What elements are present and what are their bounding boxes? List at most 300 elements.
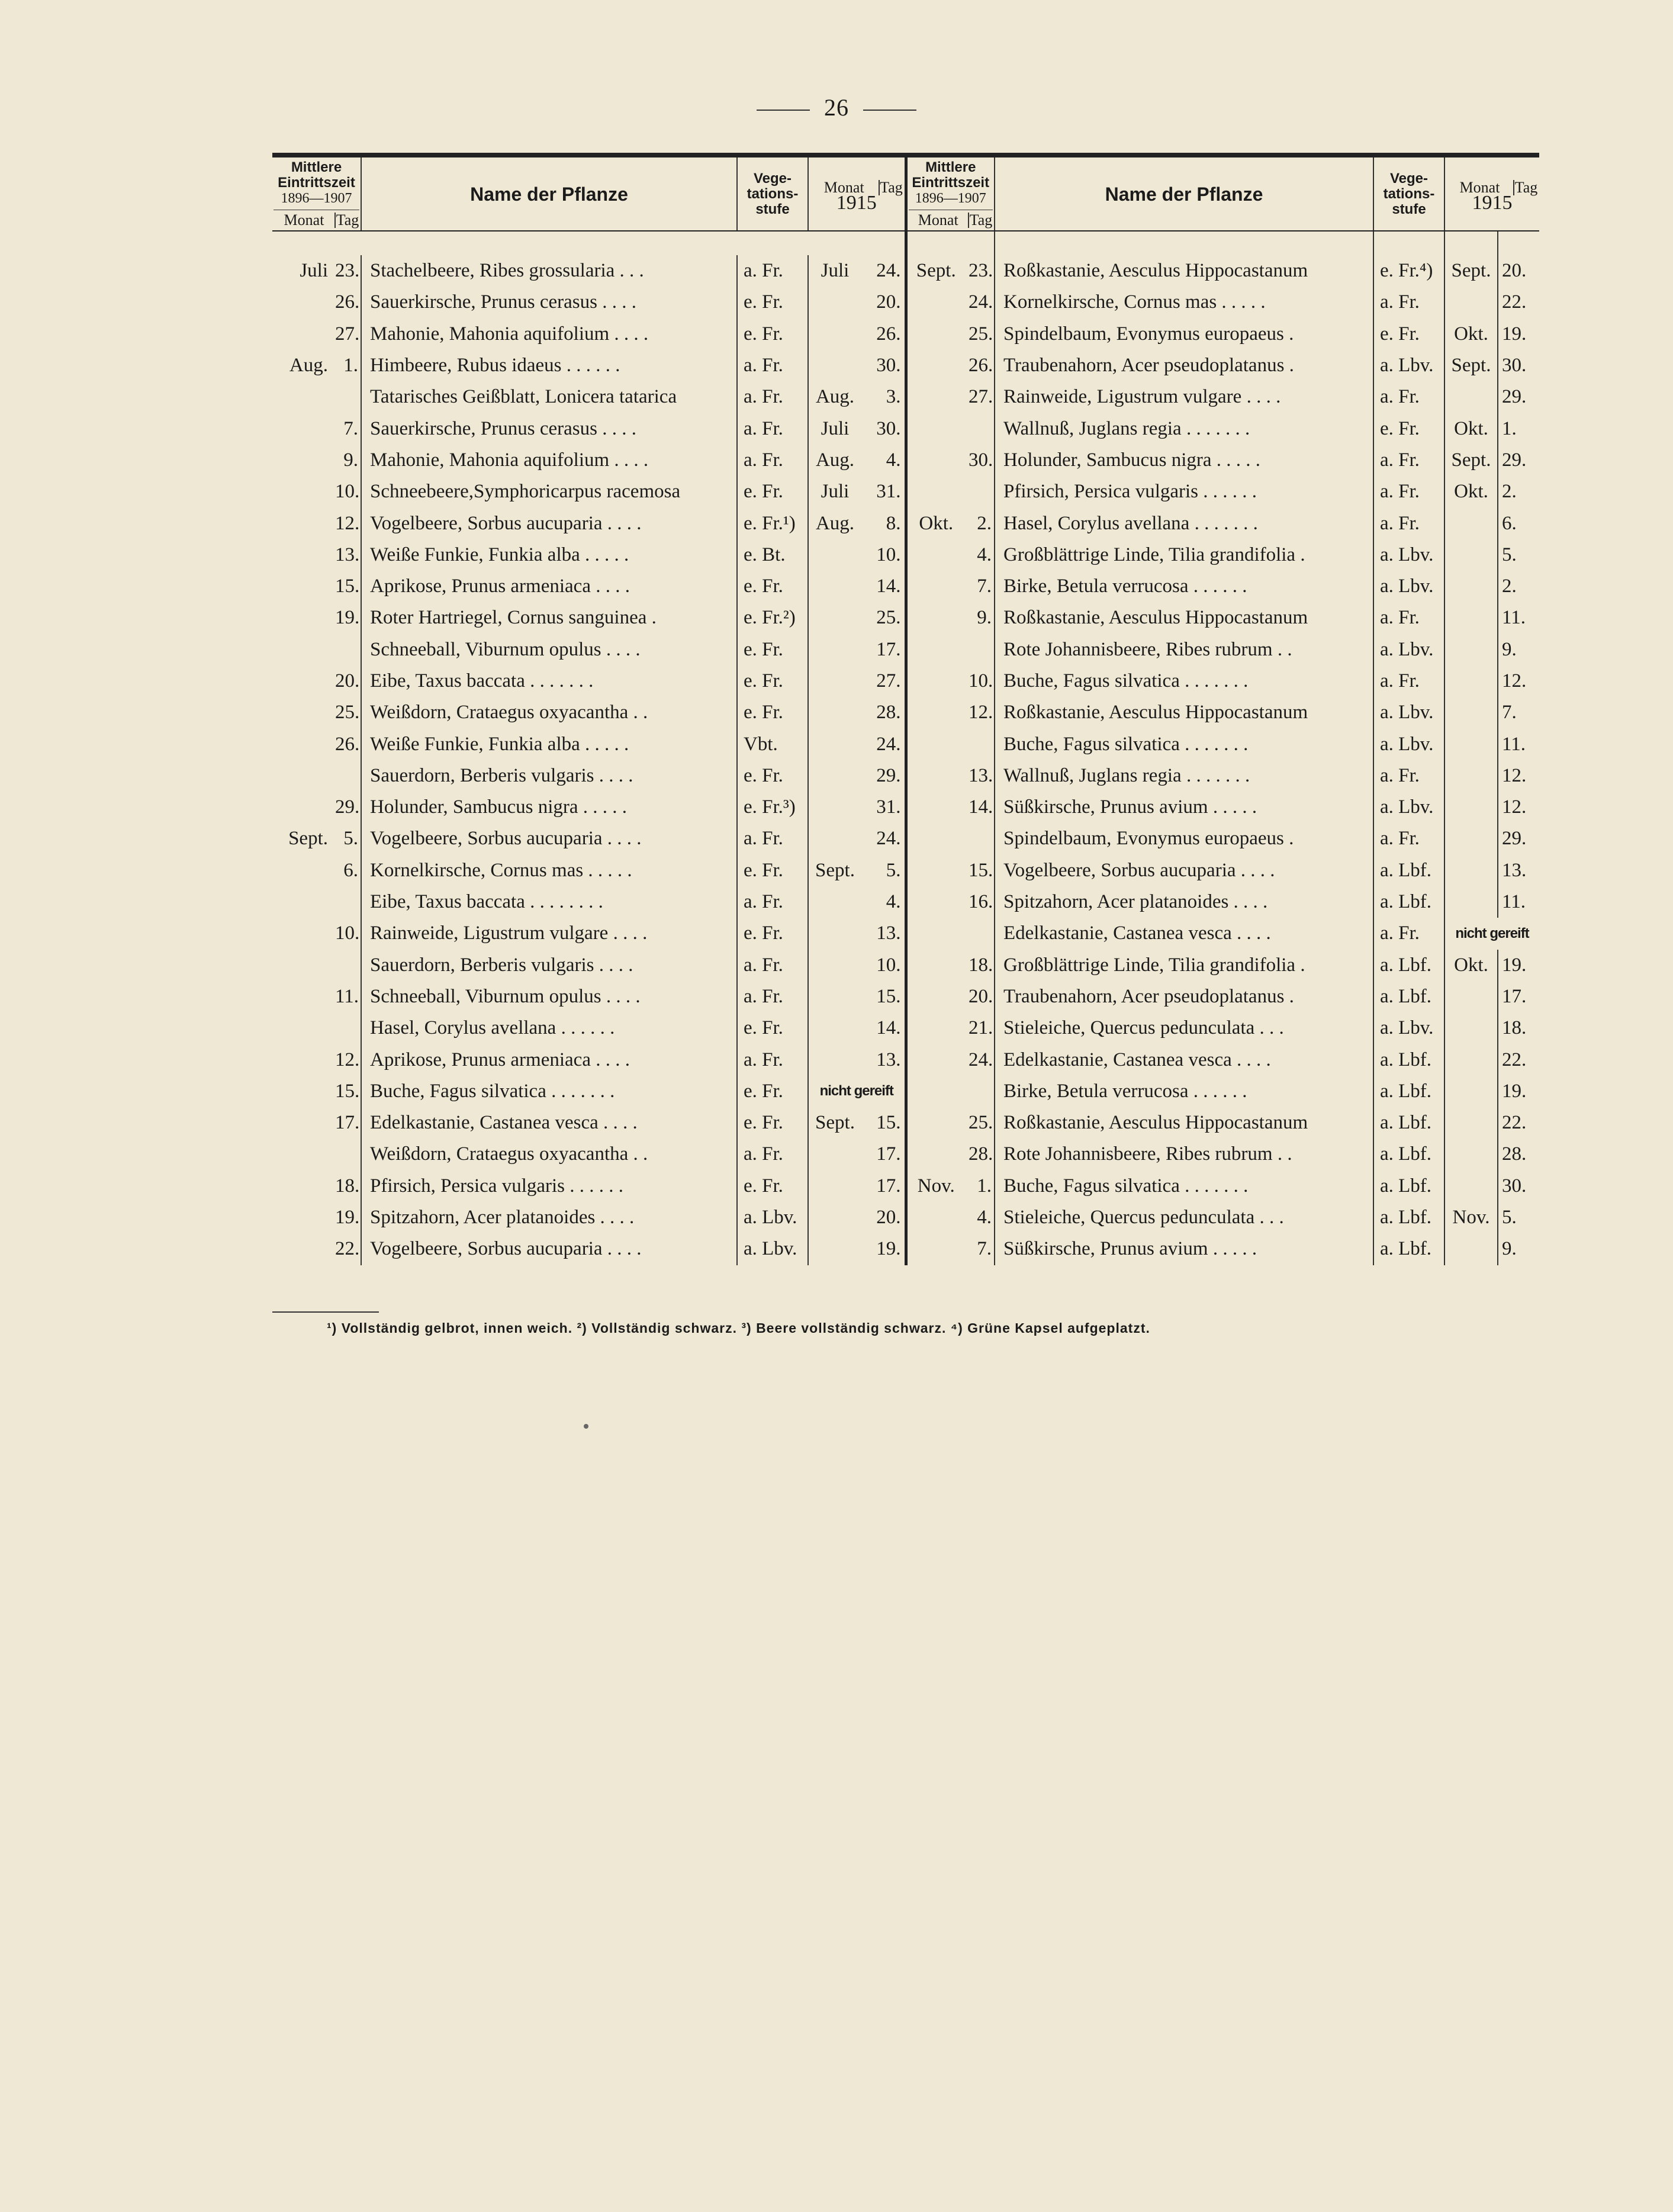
cell-rt2: 30. bbox=[1498, 350, 1539, 381]
cell-n1: Holunder, Sambucus nigra . . . . . bbox=[370, 796, 628, 818]
cell-rm2 bbox=[1444, 287, 1498, 318]
cell-rt1: 30. bbox=[861, 350, 906, 381]
header-tag-2: Tag bbox=[969, 211, 993, 229]
cell-m2 bbox=[906, 1107, 965, 1139]
cell-t1: 12. bbox=[332, 1044, 361, 1075]
cell-rm1 bbox=[808, 602, 861, 634]
cell-rt2: 17. bbox=[1498, 981, 1539, 1012]
cell-rt2: 9. bbox=[1498, 1233, 1539, 1265]
cell-rm2: Sept. bbox=[1444, 255, 1498, 287]
cell-rt2: 5. bbox=[1498, 539, 1539, 571]
cell-m2 bbox=[906, 602, 965, 634]
cell-v1: a. Fr. bbox=[737, 350, 808, 381]
cell-t1: 19. bbox=[332, 1202, 361, 1233]
cell-v2: a. Lbv. bbox=[1373, 697, 1444, 728]
cell-t2 bbox=[965, 728, 995, 760]
cell-rm2: Nov. bbox=[1444, 1202, 1498, 1233]
cell-n2: Großblättrige Linde, Tilia grandifolia . bbox=[1003, 544, 1305, 565]
cell-t2: 15. bbox=[965, 855, 995, 886]
header-veg-1-2: Vege- bbox=[1389, 170, 1429, 187]
cell-v2: a. Fr. bbox=[1373, 507, 1444, 539]
cell-n2: Großblättrige Linde, Tilia grandifolia . bbox=[1003, 954, 1305, 976]
cell-rt2: 1. bbox=[1498, 413, 1539, 444]
table-row bbox=[272, 886, 1539, 918]
cell-v2: a. Fr. bbox=[1373, 381, 1444, 413]
cell-rm2 bbox=[1444, 539, 1498, 571]
cell-m1 bbox=[272, 886, 332, 918]
cell-n1: Weißdorn, Crataegus oxyacantha . . bbox=[370, 702, 648, 724]
cell-v1: a. Fr. bbox=[737, 1044, 808, 1075]
cell-t1: 23. bbox=[332, 255, 361, 287]
header-date-1915 bbox=[808, 157, 906, 231]
cell-m2 bbox=[906, 981, 965, 1012]
page-number-text: 26 bbox=[824, 94, 849, 121]
cell-m2 bbox=[906, 634, 965, 665]
cell-m1 bbox=[272, 602, 332, 634]
cell-rm2 bbox=[1444, 1233, 1498, 1265]
cell-v2: e. Fr. bbox=[1373, 413, 1444, 444]
footnote: ¹) Vollständig gelbrot, innen weich. ²) Vollständig schwarz. ³) Beere vollständig schwarz. ⁴) Grüne Kapsel aufgeplatzt. bbox=[327, 1320, 1150, 1336]
cell-n1: Hasel, Corylus avellana . . . . . . bbox=[370, 1017, 615, 1039]
cell-t2: 14. bbox=[965, 792, 995, 823]
cell-m1 bbox=[272, 665, 332, 697]
cell-rm1 bbox=[808, 319, 861, 350]
header-vegetation-stage-2 bbox=[1373, 157, 1444, 231]
header-period-2: 1896—1907 bbox=[915, 191, 986, 206]
cell-t2: 7. bbox=[965, 571, 995, 602]
cell-t1: 15. bbox=[332, 571, 361, 602]
table-row bbox=[272, 287, 1539, 318]
cell-t2: 25. bbox=[965, 319, 995, 350]
cell-rm1 bbox=[808, 1012, 861, 1044]
cell-n1: Pfirsich, Persica vulgaris . . . . . . bbox=[370, 1175, 624, 1197]
cell-n2: Edelkastanie, Castanea vesca . . . . bbox=[1003, 1049, 1271, 1070]
cell-rt2: 9. bbox=[1498, 634, 1539, 665]
cell-m2 bbox=[906, 1076, 965, 1107]
cell-rt1: 5. bbox=[861, 855, 906, 886]
cell-v1: e. Bt. bbox=[737, 539, 808, 571]
header-monat-tag bbox=[274, 210, 359, 228]
cell-t1 bbox=[332, 950, 361, 981]
cell-n1: Schneeball, Viburnum opulus . . . . bbox=[370, 985, 641, 1007]
cell-t1: 13. bbox=[332, 539, 361, 571]
cell-rm2 bbox=[1444, 1076, 1498, 1107]
table-row bbox=[272, 634, 1539, 665]
cell-rt1: 4. bbox=[861, 445, 906, 476]
cell-m2 bbox=[906, 445, 965, 476]
cell-rt2: 28. bbox=[1498, 1139, 1539, 1170]
cell-rt1: 24. bbox=[861, 728, 906, 760]
cell-t1: 25. bbox=[332, 697, 361, 728]
cell-rm1: Aug. bbox=[808, 381, 861, 413]
cell-rt2: 22. bbox=[1498, 287, 1539, 318]
cell-t2: 16. bbox=[965, 886, 995, 918]
cell-n1: Mahonie, Mahonia aquifolium . . . . bbox=[370, 323, 649, 345]
cell-v2: a. Lbf. bbox=[1373, 1233, 1444, 1265]
cell-n2: Birke, Betula verrucosa . . . . . . bbox=[1003, 1080, 1247, 1102]
header-mean-date-2 bbox=[906, 157, 995, 231]
cell-m1 bbox=[272, 855, 332, 886]
cell-m2 bbox=[906, 381, 965, 413]
cell-t2: 4. bbox=[965, 539, 995, 571]
cell-rm2 bbox=[1444, 381, 1498, 413]
cell-v2: a. Fr. bbox=[1373, 445, 1444, 476]
cell-t1 bbox=[332, 886, 361, 918]
cell-v2: a. Lbv. bbox=[1373, 571, 1444, 602]
cell-m1 bbox=[272, 287, 332, 318]
cell-rt1: 20. bbox=[861, 287, 906, 318]
cell-n1: Kornelkirsche, Cornus mas . . . . . bbox=[370, 859, 632, 881]
cell-n2: Birke, Betula verrucosa . . . . . . bbox=[1003, 575, 1247, 597]
cell-t2 bbox=[965, 918, 995, 949]
header-year: 1915 bbox=[836, 191, 877, 214]
cell-m1 bbox=[272, 539, 332, 571]
cell-v1: Vbt. bbox=[737, 728, 808, 760]
cell-rt2: 30. bbox=[1498, 1171, 1539, 1202]
cell-n1: Mahonie, Mahonia aquifolium . . . . bbox=[370, 449, 649, 471]
table-row bbox=[272, 823, 1539, 854]
footnote-rule bbox=[272, 1311, 379, 1313]
cell-rm1: nicht gereift bbox=[808, 1076, 906, 1107]
table-row bbox=[272, 507, 1539, 539]
cell-t2: 9. bbox=[965, 602, 995, 634]
cell-v2: a. Lbf. bbox=[1373, 1171, 1444, 1202]
cell-m1 bbox=[272, 634, 332, 665]
cell-rm1 bbox=[808, 918, 861, 949]
cell-rm1: Juli bbox=[808, 476, 861, 507]
cell-rt1: 8. bbox=[861, 507, 906, 539]
cell-n1: Eibe, Taxus baccata . . . . . . . bbox=[370, 670, 594, 692]
table-row bbox=[272, 792, 1539, 823]
cell-n1: Eibe, Taxus baccata . . . . . . . . bbox=[370, 891, 603, 913]
table-row bbox=[272, 697, 1539, 728]
cell-m1 bbox=[272, 1044, 332, 1075]
cell-m1: Juli bbox=[300, 260, 328, 282]
cell-rm2 bbox=[1444, 697, 1498, 728]
cell-t2: 7. bbox=[965, 1233, 995, 1265]
cell-t2: 27. bbox=[965, 381, 995, 413]
cell-rt1: 15. bbox=[861, 1107, 906, 1139]
cell-t2: 25. bbox=[965, 1107, 995, 1139]
cell-rm1 bbox=[808, 1171, 861, 1202]
cell-rm2 bbox=[1444, 728, 1498, 760]
cell-t1: 11. bbox=[332, 981, 361, 1012]
cell-m2 bbox=[906, 728, 965, 760]
cell-v2: a. Lbv. bbox=[1373, 634, 1444, 665]
cell-v2: e. Fr. bbox=[1373, 319, 1444, 350]
cell-rm1: Aug. bbox=[808, 445, 861, 476]
cell-m1 bbox=[272, 760, 332, 792]
cell-t2: 26. bbox=[965, 350, 995, 381]
header-mittlere: Mittlere bbox=[291, 159, 342, 175]
cell-n1: Weißdorn, Crataegus oxyacantha . . bbox=[370, 1143, 648, 1165]
cell-m2 bbox=[906, 1044, 965, 1075]
cell-n1: Aprikose, Prunus armeniaca . . . . bbox=[370, 1049, 630, 1070]
cell-n2: Roßkastanie, Aesculus Hippocastanum bbox=[1003, 1112, 1308, 1134]
table-body bbox=[272, 231, 1539, 1265]
cell-n2: Wallnuß, Juglans regia . . . . . . . bbox=[1003, 764, 1250, 786]
header-plant-name-2: Name der Pflanze bbox=[995, 157, 1373, 231]
cell-t2: 10. bbox=[965, 665, 995, 697]
cell-n1: Vogelbeere, Sorbus aucuparia . . . . bbox=[370, 828, 642, 850]
header-tag: Tag bbox=[336, 211, 359, 229]
cell-v2: a. Lbv. bbox=[1373, 728, 1444, 760]
header-vegetation-stage bbox=[737, 157, 808, 231]
cell-rt1: 28. bbox=[861, 697, 906, 728]
cell-n2: Rote Johannisbeere, Ribes rubrum . . bbox=[1003, 638, 1292, 660]
cell-t2: 13. bbox=[965, 760, 995, 792]
header-monat-1915: Monat bbox=[810, 180, 880, 195]
cell-rt1: 13. bbox=[861, 1044, 906, 1075]
cell-rt1: 13. bbox=[861, 918, 906, 949]
cell-t2: 12. bbox=[965, 697, 995, 728]
cell-rm2 bbox=[1444, 1044, 1498, 1075]
phenology-table bbox=[272, 153, 1539, 1265]
table-row bbox=[272, 665, 1539, 697]
cell-rt1: 10. bbox=[861, 950, 906, 981]
cell-n1: Rainweide, Ligustrum vulgare . . . . bbox=[370, 922, 648, 944]
cell-n1: Weiße Funkie, Funkia alba . . . . . bbox=[370, 733, 629, 755]
cell-v1: e. Fr.²) bbox=[737, 602, 808, 634]
cell-rm1 bbox=[808, 728, 861, 760]
cell-m1: Sept. bbox=[288, 828, 328, 850]
cell-rt2: 19. bbox=[1498, 950, 1539, 981]
cell-rm1 bbox=[808, 697, 861, 728]
cell-m2 bbox=[906, 792, 965, 823]
cell-rm1 bbox=[808, 760, 861, 792]
cell-t1: 18. bbox=[332, 1171, 361, 1202]
cell-m2: Okt. bbox=[919, 512, 954, 534]
cell-m1 bbox=[272, 950, 332, 981]
cell-n2: Roßkastanie, Aesculus Hippocastanum bbox=[1003, 607, 1308, 629]
cell-t1: 20. bbox=[332, 665, 361, 697]
cell-v2: a. Lbf. bbox=[1373, 950, 1444, 981]
cell-rm2 bbox=[1444, 1012, 1498, 1044]
cell-m1: Aug. bbox=[289, 355, 328, 377]
cell-m1 bbox=[272, 1012, 332, 1044]
cell-m1 bbox=[272, 728, 332, 760]
cell-v1: a. Fr. bbox=[737, 445, 808, 476]
cell-rm1: Juli bbox=[808, 413, 861, 444]
cell-n2: Stieleiche, Quercus pedunculata . . . bbox=[1003, 1017, 1284, 1039]
cell-rm1 bbox=[808, 1202, 861, 1233]
cell-n2: Roßkastanie, Aesculus Hippocastanum bbox=[1003, 260, 1308, 282]
cell-v1: e. Fr. bbox=[737, 1107, 808, 1139]
cell-m2 bbox=[906, 539, 965, 571]
table-row bbox=[272, 855, 1539, 886]
cell-rm2 bbox=[1444, 571, 1498, 602]
cell-v1: a. Fr. bbox=[737, 981, 808, 1012]
cell-t2: 23. bbox=[965, 255, 995, 287]
cell-v2: a. Lbf. bbox=[1373, 855, 1444, 886]
cell-rm1: Juli bbox=[808, 255, 861, 287]
header-monat: Monat bbox=[274, 213, 336, 228]
cell-v2: a. Fr. bbox=[1373, 665, 1444, 697]
cell-n1: Sauerkirsche, Prunus cerasus . . . . bbox=[370, 291, 636, 313]
cell-n1: Spitzahorn, Acer platanoides . . . . bbox=[370, 1207, 635, 1229]
cell-t1: 12. bbox=[332, 507, 361, 539]
cell-rt2: 11. bbox=[1498, 886, 1539, 918]
cell-m2 bbox=[906, 476, 965, 507]
header-veg-3: stufe bbox=[755, 201, 790, 217]
table-row bbox=[272, 1107, 1539, 1139]
table-row bbox=[272, 760, 1539, 792]
cell-rt2: 2. bbox=[1498, 476, 1539, 507]
cell-rm2: nicht gereift bbox=[1444, 918, 1539, 949]
cell-rm2: Sept. bbox=[1444, 350, 1498, 381]
cell-m1 bbox=[272, 1171, 332, 1202]
cell-t1: 15. bbox=[332, 1076, 361, 1107]
cell-rt2: 12. bbox=[1498, 792, 1539, 823]
cell-rm2 bbox=[1444, 981, 1498, 1012]
cell-rt1: 24. bbox=[861, 255, 906, 287]
cell-m2 bbox=[906, 287, 965, 318]
cell-rt2: 6. bbox=[1498, 507, 1539, 539]
table-row bbox=[272, 381, 1539, 413]
cell-rm1 bbox=[808, 1044, 861, 1075]
cell-n2: Kornelkirsche, Cornus mas . . . . . bbox=[1003, 291, 1266, 313]
table-row bbox=[272, 1233, 1539, 1265]
cell-v2: a. Fr. bbox=[1373, 823, 1444, 854]
cell-v1: e. Fr. bbox=[737, 1076, 808, 1107]
table-spacer bbox=[272, 231, 1539, 255]
cell-v2: a. Fr. bbox=[1373, 602, 1444, 634]
cell-rm2: Okt. bbox=[1444, 319, 1498, 350]
cell-n1: Schneeball, Viburnum opulus . . . . bbox=[370, 638, 641, 660]
cell-rt2: 22. bbox=[1498, 1044, 1539, 1075]
cell-rt1: 29. bbox=[861, 760, 906, 792]
cell-rm2 bbox=[1444, 1107, 1498, 1139]
cell-m1 bbox=[272, 1076, 332, 1107]
page-number bbox=[0, 94, 1673, 121]
cell-v1: e. Fr. bbox=[737, 634, 808, 665]
cell-n1: Aprikose, Prunus armeniaca . . . . bbox=[370, 575, 630, 597]
cell-n1: Edelkastanie, Castanea vesca . . . . bbox=[370, 1112, 638, 1134]
cell-t1: 10. bbox=[332, 918, 361, 949]
cell-n2: Süßkirsche, Prunus avium . . . . . bbox=[1003, 1238, 1257, 1260]
cell-t2 bbox=[965, 476, 995, 507]
cell-m2 bbox=[906, 823, 965, 854]
cell-rt2: 22. bbox=[1498, 1107, 1539, 1139]
cell-v1: e. Fr. bbox=[737, 571, 808, 602]
cell-t2 bbox=[965, 413, 995, 444]
cell-v1: e. Fr. bbox=[737, 697, 808, 728]
cell-rm1 bbox=[808, 950, 861, 981]
cell-n1: Sauerdorn, Berberis vulgaris . . . . bbox=[370, 764, 633, 786]
header-mean-date bbox=[272, 157, 361, 231]
cell-t1: 10. bbox=[332, 476, 361, 507]
cell-t1: 22. bbox=[332, 1233, 361, 1265]
cell-m1 bbox=[272, 571, 332, 602]
table-row bbox=[272, 1076, 1539, 1107]
table-row bbox=[272, 950, 1539, 981]
cell-rt1: 31. bbox=[861, 792, 906, 823]
cell-rt2: 12. bbox=[1498, 760, 1539, 792]
header-monat-1915-2: Monat bbox=[1446, 180, 1514, 195]
cell-rt2: 2. bbox=[1498, 571, 1539, 602]
cell-m1 bbox=[272, 1107, 332, 1139]
cell-rt2: 7. bbox=[1498, 697, 1539, 728]
header-veg-2-2: tations- bbox=[1383, 185, 1435, 202]
cell-n1: Roter Hartriegel, Cornus sanguinea . bbox=[370, 607, 657, 629]
cell-n2: Rainweide, Ligustrum vulgare . . . . bbox=[1003, 386, 1281, 408]
cell-n2: Holunder, Sambucus nigra . . . . . bbox=[1003, 449, 1261, 471]
cell-t1: 17. bbox=[332, 1107, 361, 1139]
table-row bbox=[272, 445, 1539, 476]
cell-rm1 bbox=[808, 287, 861, 318]
cell-n2: Stieleiche, Quercus pedunculata . . . bbox=[1003, 1207, 1284, 1229]
cell-rt1: 30. bbox=[861, 413, 906, 444]
cell-m1 bbox=[272, 507, 332, 539]
cell-rt2: 11. bbox=[1498, 602, 1539, 634]
cell-n2: Traubenahorn, Acer pseudoplatanus . bbox=[1003, 985, 1294, 1007]
cell-rt2: 29. bbox=[1498, 823, 1539, 854]
cell-t1 bbox=[332, 1012, 361, 1044]
cell-t1: 9. bbox=[332, 445, 361, 476]
cell-rt2: 29. bbox=[1498, 381, 1539, 413]
table-row bbox=[272, 1139, 1539, 1170]
cell-rm2 bbox=[1444, 1139, 1498, 1170]
cell-n2: Spitzahorn, Acer platanoides . . . . bbox=[1003, 891, 1268, 913]
table-row bbox=[272, 918, 1539, 949]
cell-v1: e. Fr. bbox=[737, 665, 808, 697]
cell-v2: a. Lbf. bbox=[1373, 1139, 1444, 1170]
cell-t2: 2. bbox=[965, 507, 995, 539]
cell-n1: Tatarisches Geißblatt, Lonicera tatarica bbox=[370, 386, 677, 408]
table-row bbox=[272, 476, 1539, 507]
cell-rm2 bbox=[1444, 507, 1498, 539]
cell-rm1 bbox=[808, 792, 861, 823]
cell-v2: a. Fr. bbox=[1373, 918, 1444, 949]
cell-m2 bbox=[906, 1202, 965, 1233]
table-row bbox=[272, 728, 1539, 760]
cell-v2: e. Fr.⁴) bbox=[1373, 255, 1444, 287]
cell-n2: Wallnuß, Juglans regia . . . . . . . bbox=[1003, 417, 1250, 439]
cell-m2: Nov. bbox=[917, 1175, 955, 1197]
cell-n1: Stachelbeere, Ribes grossularia . . . bbox=[370, 260, 644, 282]
header-monat-2: Monat bbox=[909, 213, 970, 228]
cell-rt2: 29. bbox=[1498, 445, 1539, 476]
cell-t1: 27. bbox=[332, 319, 361, 350]
table-row bbox=[272, 1044, 1539, 1075]
cell-rm2 bbox=[1444, 823, 1498, 854]
cell-m2 bbox=[906, 665, 965, 697]
cell-n2: Pfirsich, Persica vulgaris . . . . . . bbox=[1003, 481, 1257, 503]
table-row bbox=[272, 1202, 1539, 1233]
cell-t1: 26. bbox=[332, 287, 361, 318]
cell-rt1: 17. bbox=[861, 634, 906, 665]
cell-m2 bbox=[906, 1139, 965, 1170]
header-monat-tag-2 bbox=[909, 210, 993, 228]
cell-n2: Hasel, Corylus avellana . . . . . . . bbox=[1003, 512, 1258, 534]
table-row bbox=[272, 602, 1539, 634]
cell-rm1 bbox=[808, 823, 861, 854]
cell-rt1: 19. bbox=[861, 1233, 906, 1265]
cell-v1: a. Fr. bbox=[737, 255, 808, 287]
cell-t2: 30. bbox=[965, 445, 995, 476]
cell-m2 bbox=[906, 697, 965, 728]
cell-rt2: 20. bbox=[1498, 255, 1539, 287]
cell-v1: e. Fr. bbox=[737, 918, 808, 949]
cell-m1 bbox=[272, 1233, 332, 1265]
cell-v1: a. Lbv. bbox=[737, 1233, 808, 1265]
cell-rm1 bbox=[808, 634, 861, 665]
cell-t2: 28. bbox=[965, 1139, 995, 1170]
header-date-1915-2 bbox=[1444, 157, 1539, 231]
cell-t1 bbox=[332, 634, 361, 665]
cell-m2 bbox=[906, 886, 965, 918]
cell-rt1: 14. bbox=[861, 571, 906, 602]
